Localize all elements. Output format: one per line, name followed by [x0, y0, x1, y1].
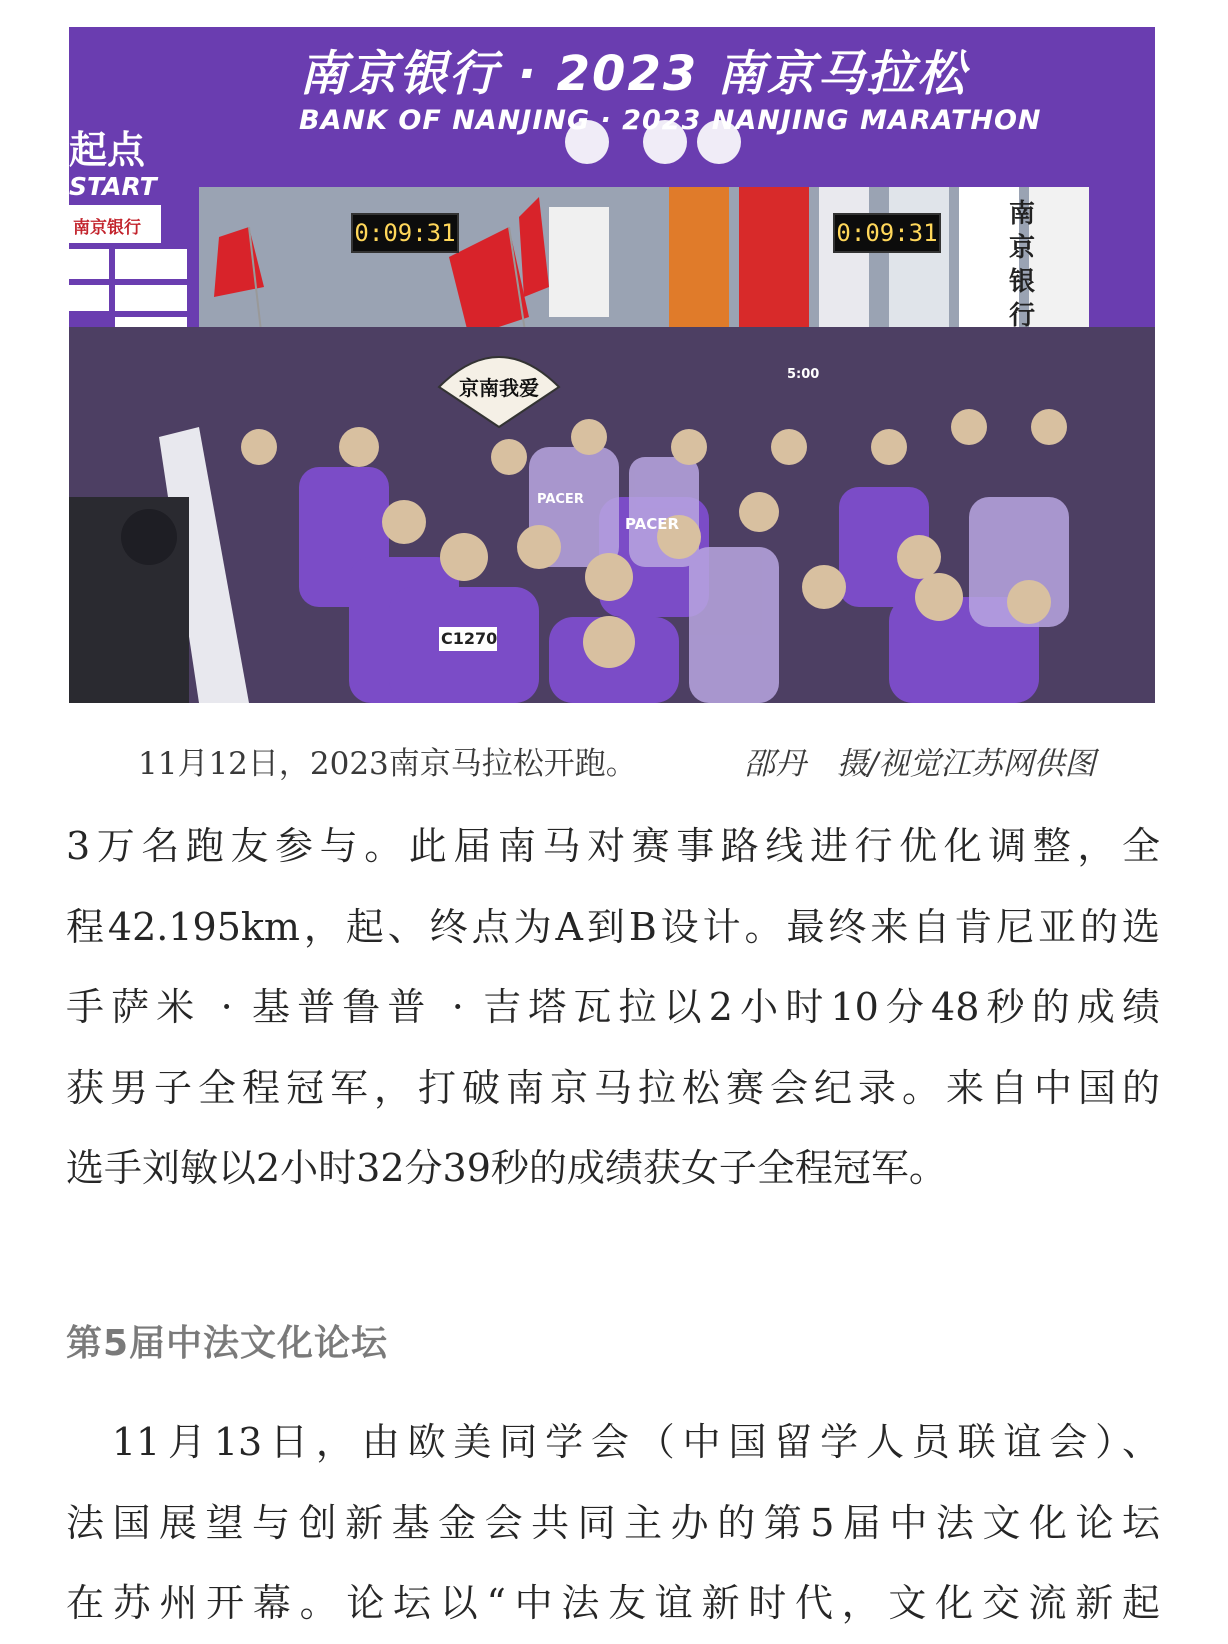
body-paragraph-2	[66, 1402, 1160, 1644]
caption-text: 11月12日，2023南京马拉松开跑。	[138, 746, 637, 782]
para2-line: 在苏州开幕。论坛以“中法友谊新时代，文化交流新起	[66, 1581, 1160, 1625]
sponsor-bank-logo: 南京银行	[73, 218, 141, 238]
para1-line: 选手刘敏以2小时32分39秒的成绩获女子全程冠军。	[66, 1146, 947, 1190]
runner-bib: C1270	[441, 629, 498, 648]
para2-line: 法国展望与创新基金会共同主办的第5届中法文化论坛	[66, 1500, 1160, 1545]
para1-line: 获男子全程冠军，打破南京马拉松赛会纪录。来自中国的	[66, 1065, 1160, 1110]
para1-line: 3万名跑友参与。此届南马对赛事路线进行优化调整，全	[66, 824, 1160, 868]
start-label-en: START	[69, 172, 157, 201]
para1-line: 手萨米 · 基普鲁普 · 吉塔瓦拉以2小时10分48秒的成绩	[66, 985, 1160, 1029]
pacer-label-1: PACER	[537, 492, 584, 507]
start-label-cn: 起点	[69, 128, 146, 172]
section-heading: 第5届中法文化论坛	[66, 1323, 389, 1364]
timer-right: 0:09:31	[833, 213, 941, 253]
vertical-banner-text: 南京银行	[1009, 199, 1036, 331]
marathon-photo	[69, 27, 1155, 703]
para1-line: 程42.195km，起、终点为A到B设计。最终来自肯尼亚的选	[66, 904, 1160, 949]
body-paragraph-1	[66, 806, 1160, 1209]
caption-credit: 邵丹 摄/视觉江苏网供图	[744, 746, 1096, 782]
banner-english-title: BANK OF NANJING · 2023 NANJING MARATHON	[299, 105, 1042, 136]
timer-left: 0:09:31	[351, 213, 459, 253]
banner-chinese-title: 南京银行 · 2023 南京马拉松	[299, 46, 967, 102]
pacer-label-2: PACER	[625, 515, 680, 533]
fan-text: 京南我爱	[459, 376, 539, 400]
pace-flag: 5:00	[787, 367, 820, 382]
para2-line: 11月13日，由欧美同学会（中国留学人员联谊会）、	[66, 1420, 1160, 1464]
photo-caption	[138, 738, 1156, 783]
